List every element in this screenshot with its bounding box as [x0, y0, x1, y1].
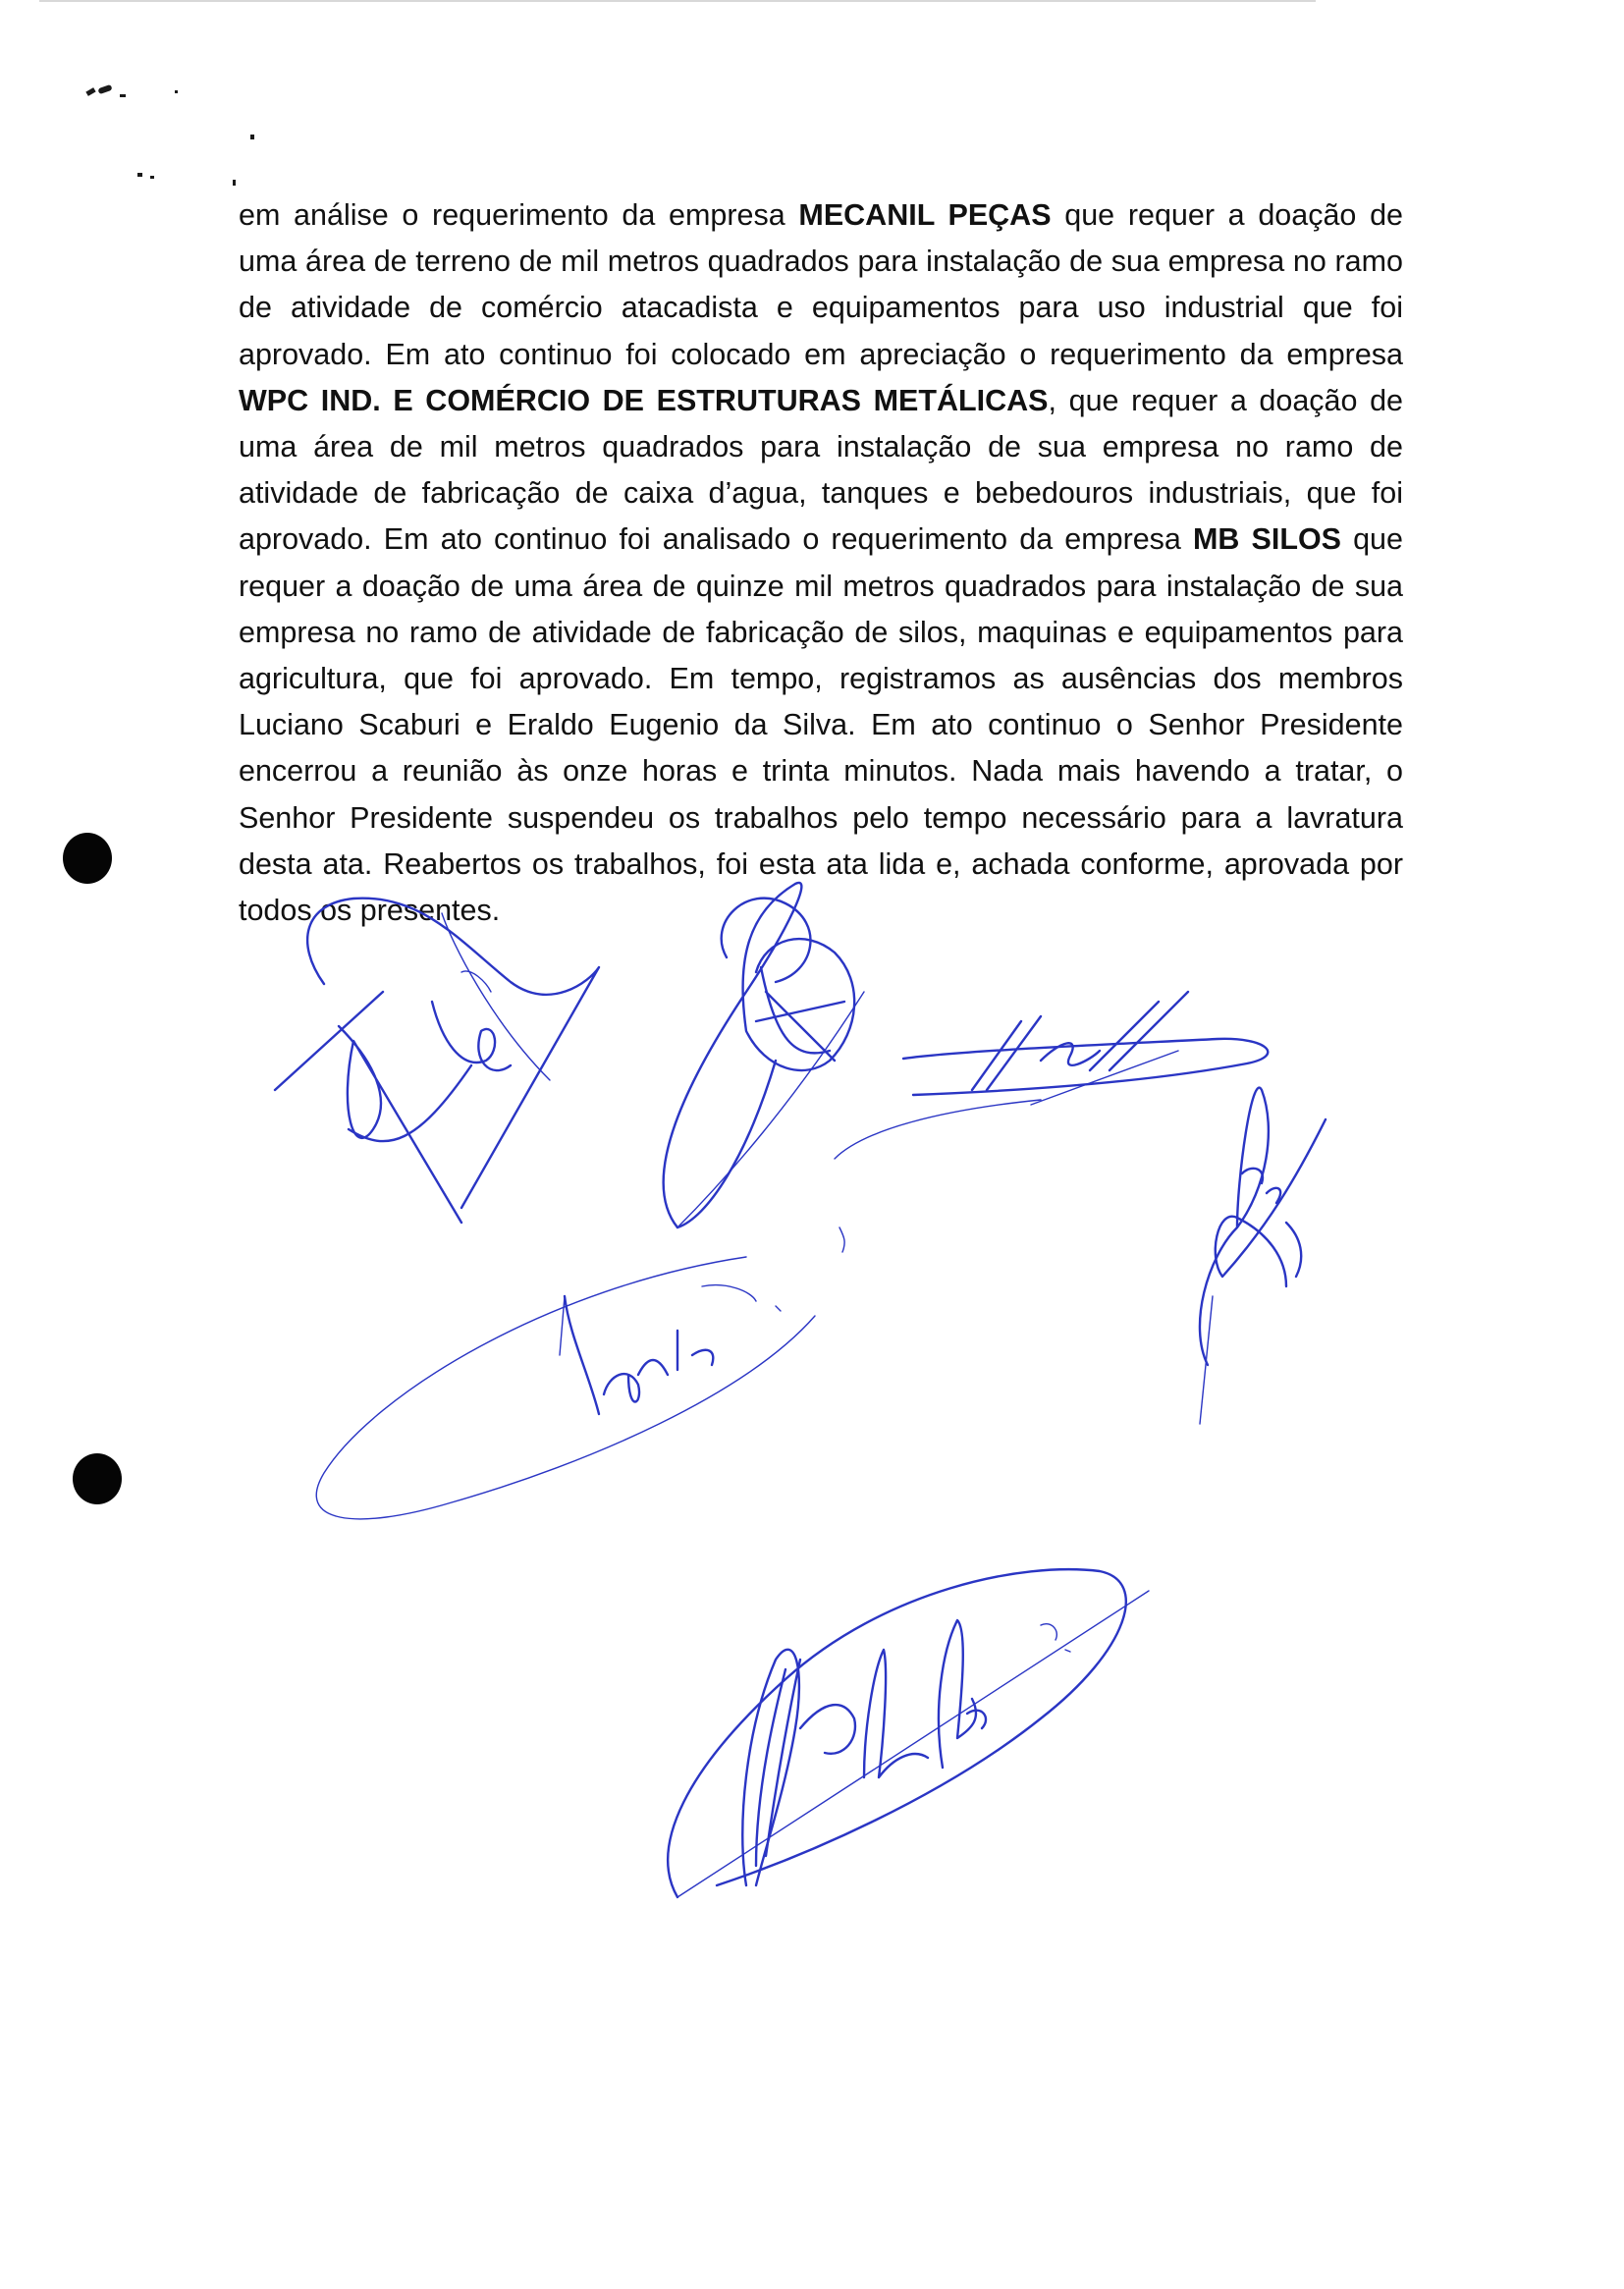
- signature-1: [275, 899, 599, 1223]
- punch-hole-bottom: [73, 1453, 122, 1504]
- scan-speck: [175, 90, 178, 93]
- scan-speck: [150, 176, 154, 179]
- company-name-mecanil: MECANIL PEÇAS: [798, 198, 1052, 232]
- scan-speck: [97, 84, 112, 94]
- text-segment: em análise o requerimento da empresa: [239, 198, 799, 232]
- company-name-mb-silos: MB SILOS: [1192, 522, 1342, 557]
- punch-hole-top: [63, 833, 112, 884]
- scan-speck: [85, 87, 95, 96]
- scan-speck: [233, 180, 236, 186]
- scan-speck: [120, 94, 126, 97]
- text-segment: que requer a doação de uma área de terreno de mil metros quadrados para instalação de sua empresa no ramo de atividade de comércio atacadista e equipamentos para uso industrial que foi aprovado. Em ato continuo foi colocado em apreciação o requerimento da empresa: [239, 198, 1403, 371]
- signature-3: [835, 992, 1268, 1159]
- text-segment: , que requer a doação de uma área de mil metros quadrados para instalação de sua empresa no ramo de atividade de fabricação de caixa d’agua, tanques e bebedouros industriais, que foi aprovado. Em ato continuo foi analisado o requerimento da empresa: [239, 383, 1403, 557]
- scan-speck: [137, 173, 142, 177]
- text-segment: que requer a doação de uma área de quinze mil metros quadrados para instalação de sua empresa no ramo de atividade de fabricação de silos, maquinas e equipamentos para agricultura, que foi aprovado. Em tempo, registramos as ausências dos membros Luciano Scaburi e Eraldo Eugenio da Silva. Em ato continuo o Senhor Presidente encerrou a reunião às onze horas e trinta minutos. Nada mais havendo a tratar, o Senhor Presidente suspendeu os trabalhos pelo tempo necessário para a lavratura desta ata. Reabertos os trabalhos, foi esta ata lida e, achada conforme, aprovada por todos os presentes.: [239, 522, 1403, 928]
- company-name-wpc: WPC IND. E COMÉRCIO DE ESTRUTURAS METÁLICAS: [239, 383, 1049, 417]
- scan-speck: [250, 135, 254, 139]
- signature-5: [316, 1257, 815, 1519]
- signature-2: [664, 883, 864, 1227]
- minutes-paragraph: [239, 192, 1403, 934]
- signature-4: [839, 1088, 1326, 1424]
- signature-6: [668, 1569, 1149, 1897]
- scan-edge-line: [39, 0, 1316, 2]
